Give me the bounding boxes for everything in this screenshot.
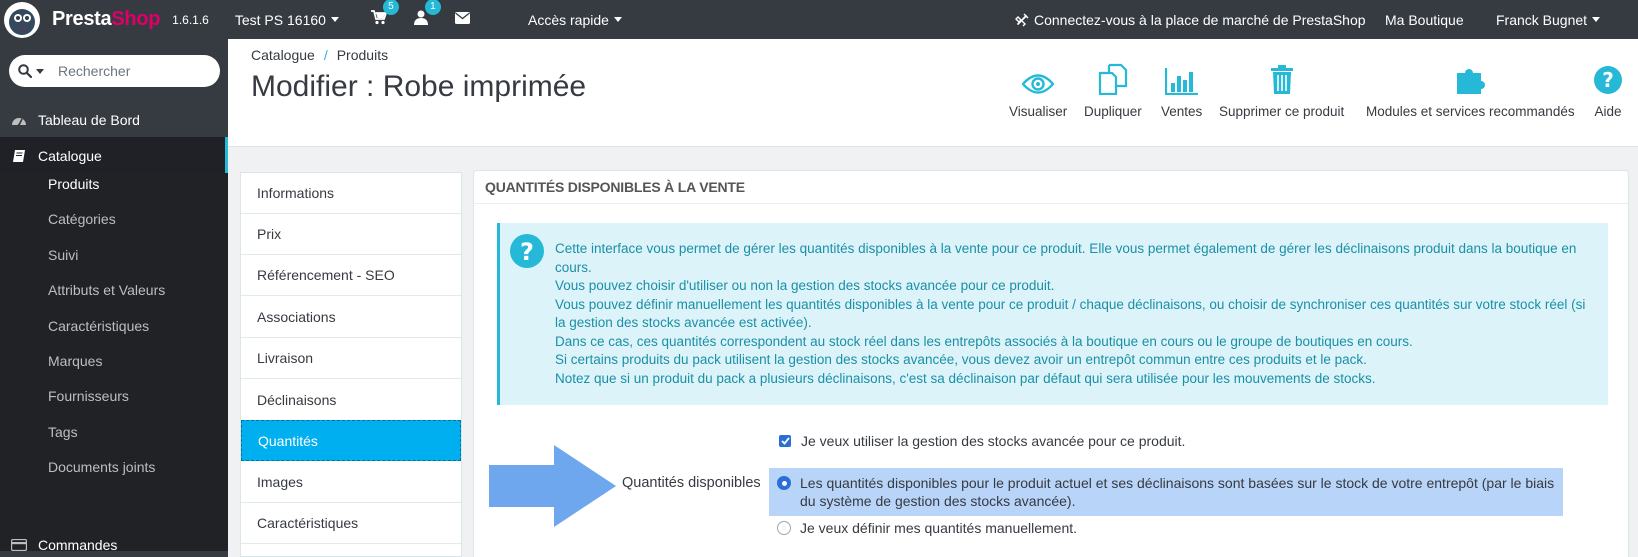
delete-product-label: Supprimer ce produit <box>1219 104 1345 119</box>
product-tabs <box>240 172 462 557</box>
help-label: Aide <box>1594 104 1622 119</box>
shop-name-label: Test PS 16160 <box>234 11 326 28</box>
shop-selector[interactable] <box>235 12 339 28</box>
alert-line: Vous pouvez définir manuellement les quantités disponibles à la vente pour ce produit / chaque déclinaisons, ou choisir de synchroniser ces quantités sur votre stock réel (si la gestion des stocks avancée est activée). <box>555 296 1586 330</box>
help-button[interactable] <box>1593 61 1623 119</box>
arrow-right-icon <box>489 445 617 527</box>
sidebar <box>0 39 228 557</box>
trash-icon <box>1270 61 1294 95</box>
page-header <box>228 39 1638 147</box>
alert-line: Notez que si un produit du pack a plusieurs déclinaisons, c'est sa déclinaison par défaut qui sera utilisée pour les mouvements de stocks. <box>555 370 1376 386</box>
quick-access-menu[interactable] <box>528 0 622 39</box>
eye-icon <box>1022 61 1054 95</box>
manual-quantities-option[interactable] <box>777 519 1077 537</box>
orders-notification[interactable] <box>367 1 394 32</box>
prestashop-logo-icon <box>4 2 40 38</box>
page-title: Modifier : Robe imprimée <box>251 70 587 103</box>
tab-seo[interactable]: Référencement - SEO <box>241 255 461 296</box>
quick-access-label: Accès rapide <box>528 11 609 28</box>
svg-text:?: ? <box>1602 68 1614 92</box>
sidebar-item-catalog[interactable] <box>0 137 228 174</box>
version: 1.6.1.6 <box>172 12 209 27</box>
svg-text:?: ? <box>520 238 534 266</box>
sidebar-item-label: Catalogue <box>38 147 102 164</box>
search-icon[interactable] <box>18 64 44 78</box>
panel-heading: QUANTITÉS DISPONIBLES À LA VENTE <box>474 171 1628 204</box>
logo[interactable] <box>0 0 209 39</box>
messages-notification[interactable] <box>451 8 475 32</box>
view-button[interactable] <box>1009 61 1067 119</box>
sales-label: Ventes <box>1161 104 1203 119</box>
marketplace-label: Connectez-vous à la place de marché de PrestaShop <box>1034 11 1366 28</box>
brand-name: PrestaShop <box>52 8 161 30</box>
dashboard-icon <box>0 113 38 126</box>
tab-combinations[interactable]: Déclinaisons <box>241 380 461 421</box>
chevron-down-icon <box>331 17 339 22</box>
advanced-stock-checkbox[interactable] <box>779 435 791 447</box>
alert-text <box>555 240 1590 388</box>
duplicate-label: Dupliquer <box>1084 104 1142 119</box>
marketplace-icon <box>1015 13 1029 27</box>
delete-product-button[interactable] <box>1219 61 1344 119</box>
search-input[interactable] <box>58 63 208 79</box>
marketplace-link[interactable] <box>1015 0 1366 39</box>
manual-quantities-radio[interactable] <box>777 521 791 535</box>
quantities-label: Quantités disponibles <box>622 475 761 491</box>
user-menu[interactable] <box>1496 0 1600 39</box>
user-name: Franck Bugnet <box>1496 11 1588 28</box>
warehouse-stock-option[interactable] <box>777 474 1557 510</box>
my-shop-label: Ma Boutique <box>1385 11 1464 28</box>
warehouse-stock-label: Les quantités disponibles pour le produit actuel et ses déclinaisons sont basées sur le stock de votre entrepôt (par le biais du système de gestion des stocks avancée). <box>800 475 1555 509</box>
customers-notification[interactable] <box>409 1 436 32</box>
search-box[interactable] <box>9 55 220 87</box>
tab-informations[interactable]: Informations <box>241 173 461 214</box>
alert-line: Si certains produits du pack utilisent la gestion des stocks avancée, vous devez avoir un entrepôt commun entre ces produits et le pack. <box>555 352 1367 367</box>
chevron-down-icon <box>1592 17 1600 22</box>
sidebar-subitem-features[interactable]: Caractéristiques <box>48 318 150 334</box>
sidebar-item-dashboard[interactable] <box>0 101 228 138</box>
tab-features[interactable]: Caractéristiques <box>241 503 461 544</box>
envelope-icon <box>455 11 470 29</box>
chevron-down-icon <box>36 69 44 74</box>
breadcrumb-separator: / <box>323 47 328 63</box>
manual-quantities-label: Je veux définir mes quantités manuellement. <box>800 520 1078 536</box>
tab-price[interactable]: Prix <box>241 214 461 255</box>
book-icon <box>0 149 38 163</box>
alert-line: Dans ce cas, ces quantités correspondent au stock réel dans les entrepôts associés à la boutique en cours ou le groupe de boutiques en cours. <box>555 333 1413 349</box>
tab-images[interactable]: Images <box>241 462 461 503</box>
duplicate-button[interactable] <box>1084 61 1142 119</box>
recommended-modules-button[interactable] <box>1366 61 1575 119</box>
advanced-stock-checkbox-row[interactable] <box>779 432 1185 450</box>
breadcrumb <box>251 47 388 63</box>
catalog-submenu <box>0 173 228 551</box>
credit-card-icon <box>0 539 38 551</box>
my-shop-link[interactable] <box>1385 0 1464 39</box>
sidebar-subitem-tracking[interactable]: Suivi <box>48 247 79 263</box>
view-label: Visualiser <box>1009 104 1068 119</box>
breadcrumb-catalog[interactable]: Catalogue <box>251 47 315 63</box>
sidebar-subitem-products[interactable]: Produits <box>48 176 100 192</box>
sidebar-item-orders[interactable] <box>0 526 228 557</box>
sidebar-subitem-attachments[interactable]: Documents joints <box>48 459 156 475</box>
alert-line: Vous pouvez choisir d'utiliser ou non la gestion des stocks avancée pour ce produit. <box>555 278 1055 293</box>
breadcrumb-products[interactable]: Produits <box>336 47 389 63</box>
info-alert <box>497 223 1608 405</box>
tab-quantities[interactable]: Quantités <box>241 420 461 461</box>
copy-icon <box>1098 61 1128 95</box>
sidebar-subitem-suppliers[interactable]: Fournisseurs <box>48 388 129 404</box>
customers-count-badge: 1 <box>425 0 441 15</box>
user-icon <box>414 10 428 30</box>
sidebar-subitem-brands[interactable]: Marques <box>48 353 103 369</box>
warehouse-stock-radio[interactable] <box>777 476 791 490</box>
sidebar-subitem-attributes[interactable]: Attributs et Valeurs <box>48 282 166 298</box>
advanced-stock-label: Je veux utiliser la gestion des stocks avancée pour ce produit. <box>801 433 1186 449</box>
sales-button[interactable] <box>1161 61 1202 119</box>
chevron-down-icon <box>614 17 622 22</box>
alert-line: Cette interface vous permet de gérer les quantités disponibles à la vente pour ce produit. Elle vous permet également de gérer les déclinaisons produit dans la boutique en cours. <box>555 241 1577 275</box>
tab-associations[interactable]: Associations <box>241 297 461 338</box>
tab-shipping[interactable]: Livraison <box>241 338 461 379</box>
sidebar-subitem-categories[interactable]: Catégories <box>48 211 116 227</box>
sidebar-item-label: Tableau de Bord <box>38 111 140 128</box>
bar-chart-icon <box>1165 61 1199 95</box>
help-icon <box>1593 61 1623 95</box>
cart-count-badge: 5 <box>383 0 399 15</box>
sidebar-item-label: Commandes <box>38 536 118 553</box>
sidebar-subitem-tags[interactable]: Tags <box>48 424 78 440</box>
question-icon <box>509 233 545 274</box>
recommended-modules-label: Modules et services recommandés <box>1366 104 1575 119</box>
puzzle-icon <box>1455 61 1485 95</box>
